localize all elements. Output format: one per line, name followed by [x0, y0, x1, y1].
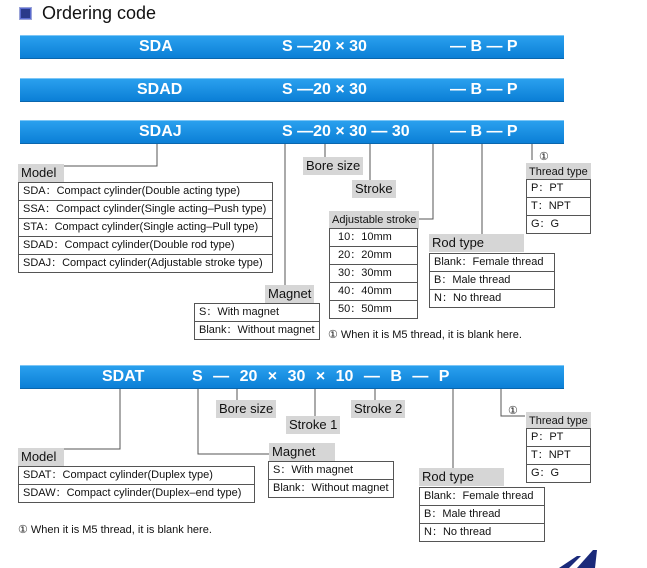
- table-cell: 50：50mm: [330, 301, 418, 319]
- table-row: [527, 465, 591, 483]
- table-cell: S：With magnet: [195, 304, 320, 322]
- stroke-1-label: Stroke 1: [286, 416, 340, 434]
- rod-type-label: Rod type: [429, 234, 524, 252]
- adjustable-stroke-label: Adjustable stroke: [329, 211, 419, 229]
- table-cell: 30：30mm: [330, 265, 418, 283]
- page-title: Ordering code: [42, 3, 157, 23]
- adjustable-stroke-table: [329, 228, 418, 319]
- model-label: Model: [18, 164, 64, 182]
- thread-note-mark: ①: [539, 151, 549, 163]
- rod-type-table: [429, 253, 555, 308]
- table-cell: Blank：Without magnet: [195, 322, 320, 340]
- table-row: [330, 265, 418, 283]
- rod-type-label: Rod type: [419, 468, 504, 486]
- m5-thread-note: ① When it is M5 thread, it is blank here.: [328, 329, 522, 341]
- table-row: [19, 183, 273, 201]
- table-row: [430, 254, 555, 272]
- table-row: [19, 237, 273, 255]
- table-row: [19, 201, 273, 219]
- table-cell: P：PT: [527, 429, 591, 447]
- table-cell: N：No thread: [420, 524, 545, 542]
- model-code-text: SDAD: [137, 81, 183, 98]
- table-cell: 20：20mm: [330, 247, 418, 265]
- magnet-label: Magnet: [265, 285, 314, 303]
- option-code-text: — B — P: [450, 123, 518, 140]
- table-row: [430, 290, 555, 308]
- table-row: [19, 485, 255, 503]
- table-cell: Blank：Female thread: [420, 488, 545, 506]
- table-row: [527, 447, 591, 465]
- code-bar-sdat: [20, 365, 564, 389]
- table-row: [330, 229, 418, 247]
- model-table: [18, 466, 255, 503]
- table-cell: 10：10mm: [330, 229, 418, 247]
- code-bar-sdaj: [20, 120, 564, 144]
- table-cell: 40：40mm: [330, 283, 418, 301]
- table-row: [430, 272, 555, 290]
- stroke-2-label: Stroke 2: [351, 400, 405, 418]
- code-bar-sda: [20, 35, 564, 59]
- brand-logo-icon: [555, 546, 605, 568]
- size-code-text: S —20 × 30: [282, 81, 367, 98]
- table-row: [330, 247, 418, 265]
- rod-type-table: [419, 487, 545, 542]
- bore-size-label: Bore size: [303, 157, 363, 175]
- model-code-text: SDAJ: [139, 123, 182, 140]
- size-code-text: S —20 × 30 — 30: [282, 123, 410, 140]
- model-code-text: SDAT: [102, 368, 145, 385]
- thread-type-table: [526, 428, 591, 483]
- stroke-label: Stroke: [352, 180, 396, 198]
- table-row: [19, 219, 273, 237]
- table-cell: B：Male thread: [420, 506, 545, 524]
- table-row: [269, 462, 394, 480]
- thread-note-mark: ①: [508, 405, 518, 417]
- table-cell: T：NPT: [527, 447, 591, 465]
- table-row: [420, 506, 545, 524]
- table-cell: B：Male thread: [430, 272, 555, 290]
- option-code-text: — B — P: [450, 38, 518, 55]
- model-label: Model: [18, 448, 64, 466]
- table-row: [527, 216, 591, 234]
- table-cell: SDAW：Compact cylinder(Duplex–end type): [19, 485, 255, 503]
- table-cell: G：G: [527, 216, 591, 234]
- table-cell: T：NPT: [527, 198, 591, 216]
- bore-size-label: Bore size: [216, 400, 276, 418]
- table-cell: P：PT: [527, 180, 591, 198]
- table-row: [195, 322, 320, 340]
- table-cell: N：No thread: [430, 290, 555, 308]
- table-cell: G：G: [527, 465, 591, 483]
- thread-type-label: Thread type: [526, 163, 591, 181]
- table-cell: S：With magnet: [269, 462, 394, 480]
- table-cell: SDA：Compact cylinder(Double acting type): [19, 183, 273, 201]
- table-cell: SDAD：Compact cylinder(Double rod type): [19, 237, 273, 255]
- table-cell: SSA：Compact cylinder(Single acting–Push type): [19, 201, 273, 219]
- table-cell: SDAJ：Compact cylinder(Adjustable stroke type): [19, 255, 273, 273]
- magnet-label: Magnet: [269, 443, 335, 461]
- table-cell: SDAT：Compact cylinder(Duplex type): [19, 467, 255, 485]
- table-cell: STA：Compact cylinder(Single acting–Pull type): [19, 219, 273, 237]
- table-row: [420, 488, 545, 506]
- size-code-text: S —20 × 30: [282, 38, 367, 55]
- table-row: [269, 480, 394, 498]
- table-row: [19, 255, 273, 273]
- table-row: [527, 429, 591, 447]
- table-cell: Blank：Without magnet: [269, 480, 394, 498]
- option-code-text: — B — P: [450, 81, 518, 98]
- size-code-text: S — 20 × 30 × 10 — B — P: [192, 368, 450, 385]
- table-row: [195, 304, 320, 322]
- model-code-text: SDA: [139, 38, 173, 55]
- table-row: [330, 283, 418, 301]
- magnet-table: [268, 461, 394, 498]
- table-row: [330, 301, 418, 319]
- table-row: [527, 198, 591, 216]
- m5-thread-note: ① When it is M5 thread, it is blank here.: [18, 524, 212, 536]
- model-table: [18, 182, 273, 273]
- code-bar-sdad: [20, 78, 564, 102]
- magnet-table: [194, 303, 320, 340]
- thread-type-table: [526, 179, 591, 234]
- thread-type-label: Thread type: [526, 412, 591, 430]
- table-cell: Blank：Female thread: [430, 254, 555, 272]
- table-row: [19, 467, 255, 485]
- table-row: [420, 524, 545, 542]
- table-row: [527, 180, 591, 198]
